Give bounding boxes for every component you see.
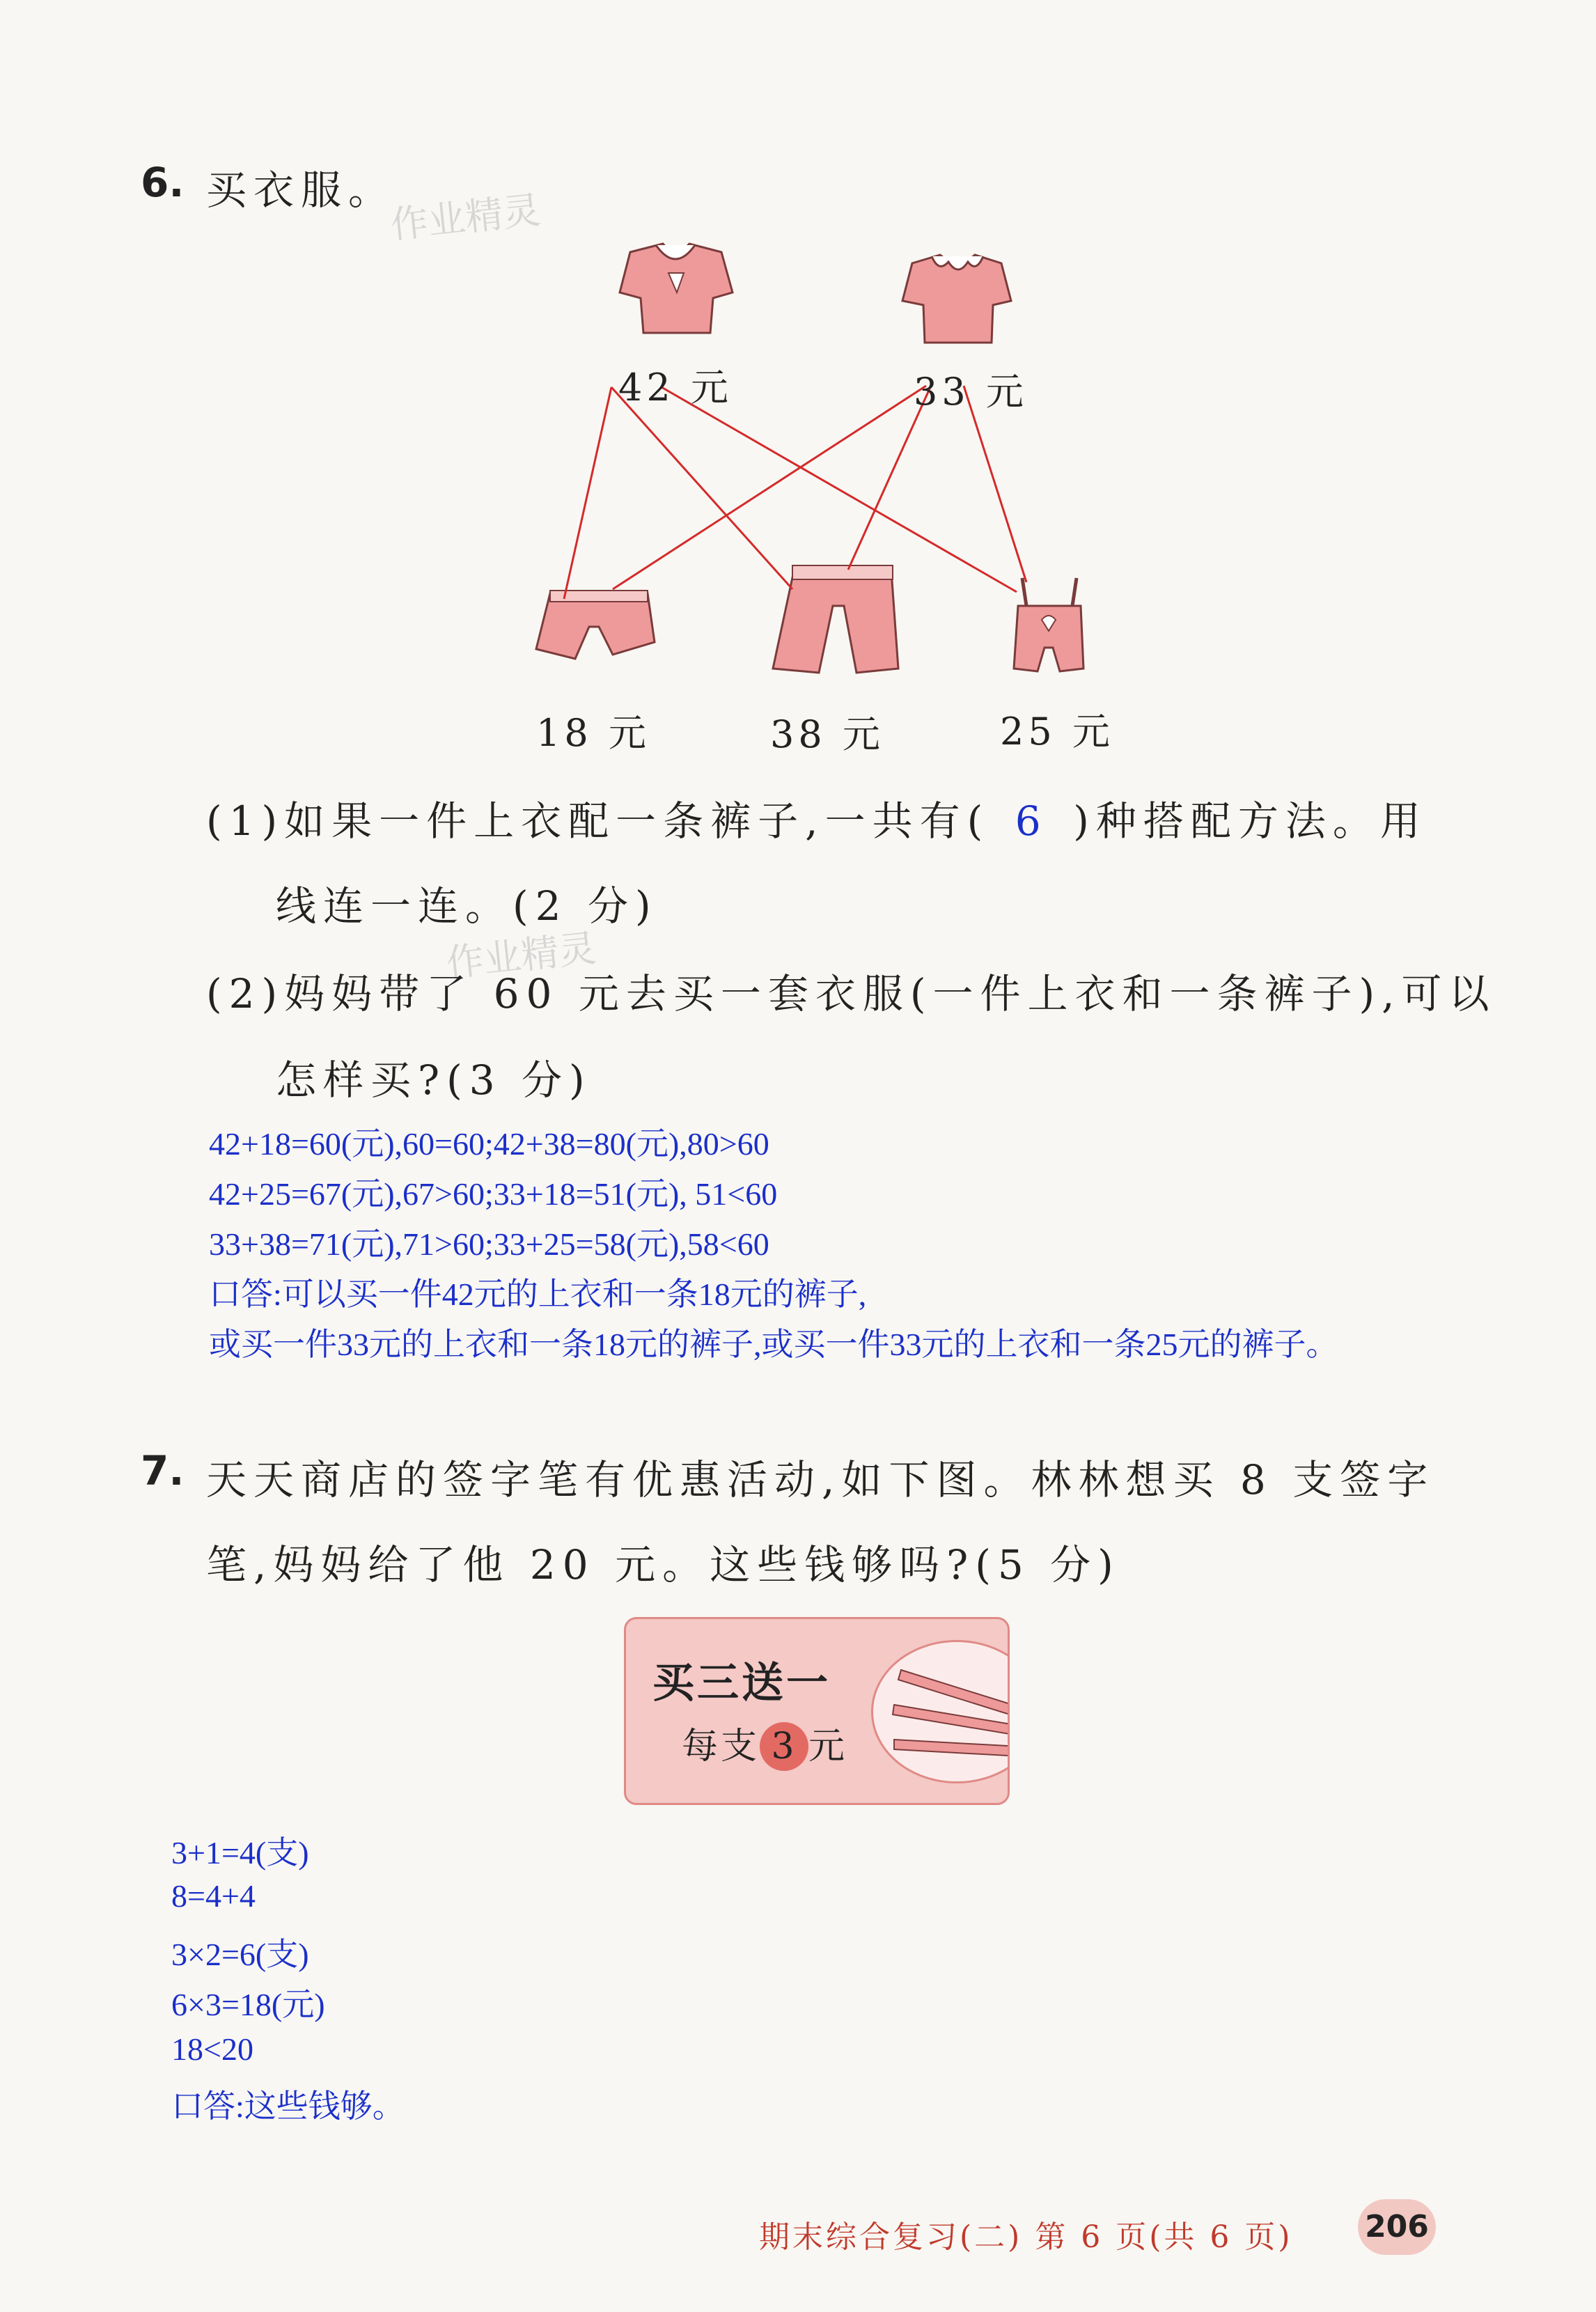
q7-answer-line-3: 3×2=6(支)	[171, 1937, 309, 1972]
q7-answer-line-4: 6×3=18(元)	[171, 1987, 325, 2022]
q6-part1-answer: 6	[1015, 797, 1048, 845]
promo-card	[624, 1617, 1010, 1805]
pen-circle	[871, 1640, 1010, 1783]
q6-part2-line1: (2)妈妈带了 60 元去买一套衣服(一件上衣和一条裤子),可以	[206, 970, 1496, 1017]
shorts-18-icon	[536, 591, 655, 659]
promo-price-num: 3	[760, 1722, 808, 1771]
overalls-25-icon	[1014, 578, 1083, 671]
q6-answer-line-1: 42+18=60(元),60=60;42+38=80(元),80>60	[209, 1126, 769, 1162]
top-price-33: 33 元	[914, 370, 1028, 414]
promo-title: 买三送一	[652, 1659, 831, 1708]
page-number: 206	[1358, 2199, 1436, 2255]
trousers-38-icon	[773, 565, 898, 673]
line-42-25	[662, 387, 1017, 592]
line-42-18	[564, 387, 611, 599]
q6-answer-line-2: 42+25=67(元),67>60;33+18=51(元), 51<60	[209, 1176, 778, 1212]
top-price-42: 42 元	[618, 366, 733, 409]
question-7-number: 7.	[141, 1447, 185, 1494]
q6-part1-line2: 线连一连。(2 分)	[276, 882, 658, 930]
promo-price-before: 每支	[682, 1726, 760, 1767]
line-42-38	[611, 387, 792, 589]
q7-answer-line-5: 18<20	[171, 2031, 253, 2067]
clothing-diagram	[0, 0, 1596, 766]
pens-icon	[873, 1642, 1010, 1781]
q7-answer-line-2: 8=4+4	[171, 1878, 256, 1914]
promo-price	[682, 1717, 847, 1771]
shirt-33-icon	[902, 255, 1011, 343]
q7-answer-line-1: 3+1=4(支)	[171, 1835, 309, 1870]
q6-part1-line1	[206, 788, 1427, 847]
q6-answer-line-3: 33+38=71(元),71>60;33+25=58(元),58<60	[209, 1226, 769, 1262]
q7-answer-line-6: 口答:这些钱够。	[171, 2088, 405, 2124]
question-7-line2: 笔,妈妈给了他 20 元。这些钱够吗?(5 分)	[206, 1541, 1120, 1588]
question-7-line1: 天天商店的签字笔有优惠活动,如下图。林林想买 8 支签字	[206, 1456, 1435, 1503]
q6-part1-before: (1)如果一件上衣配一条裤子,一共有(	[206, 797, 990, 845]
q6-answer-line-4: 口答:可以买一件42元的上衣和一条18元的裤子,	[209, 1276, 867, 1312]
question-6-title: 买衣服。	[206, 166, 396, 214]
line-33-18	[613, 386, 926, 589]
watermark-2: 作业精灵	[444, 925, 599, 986]
q6-answer-line-5: 或买一件33元的上衣和一条18元的裤子,或买一件33元的上衣和一条25元的裤子。	[209, 1327, 1338, 1362]
footer-text: 期末综合复习(二) 第 6 页(共 6 页)	[759, 2219, 1293, 2255]
q6-part2-line2: 怎样买?(3 分)	[276, 1056, 592, 1104]
bottom-price-18: 18 元	[536, 711, 650, 755]
bottom-price-25: 25 元	[1000, 710, 1114, 753]
q6-part1-after: )种搭配方法。用	[1073, 797, 1427, 845]
shirt-42-icon	[620, 244, 733, 333]
bottom-price-38: 38 元	[770, 712, 884, 756]
question-6-number: 6.	[141, 159, 185, 206]
promo-price-after: 元	[808, 1726, 848, 1767]
watermark: 作业精灵	[388, 187, 543, 248]
